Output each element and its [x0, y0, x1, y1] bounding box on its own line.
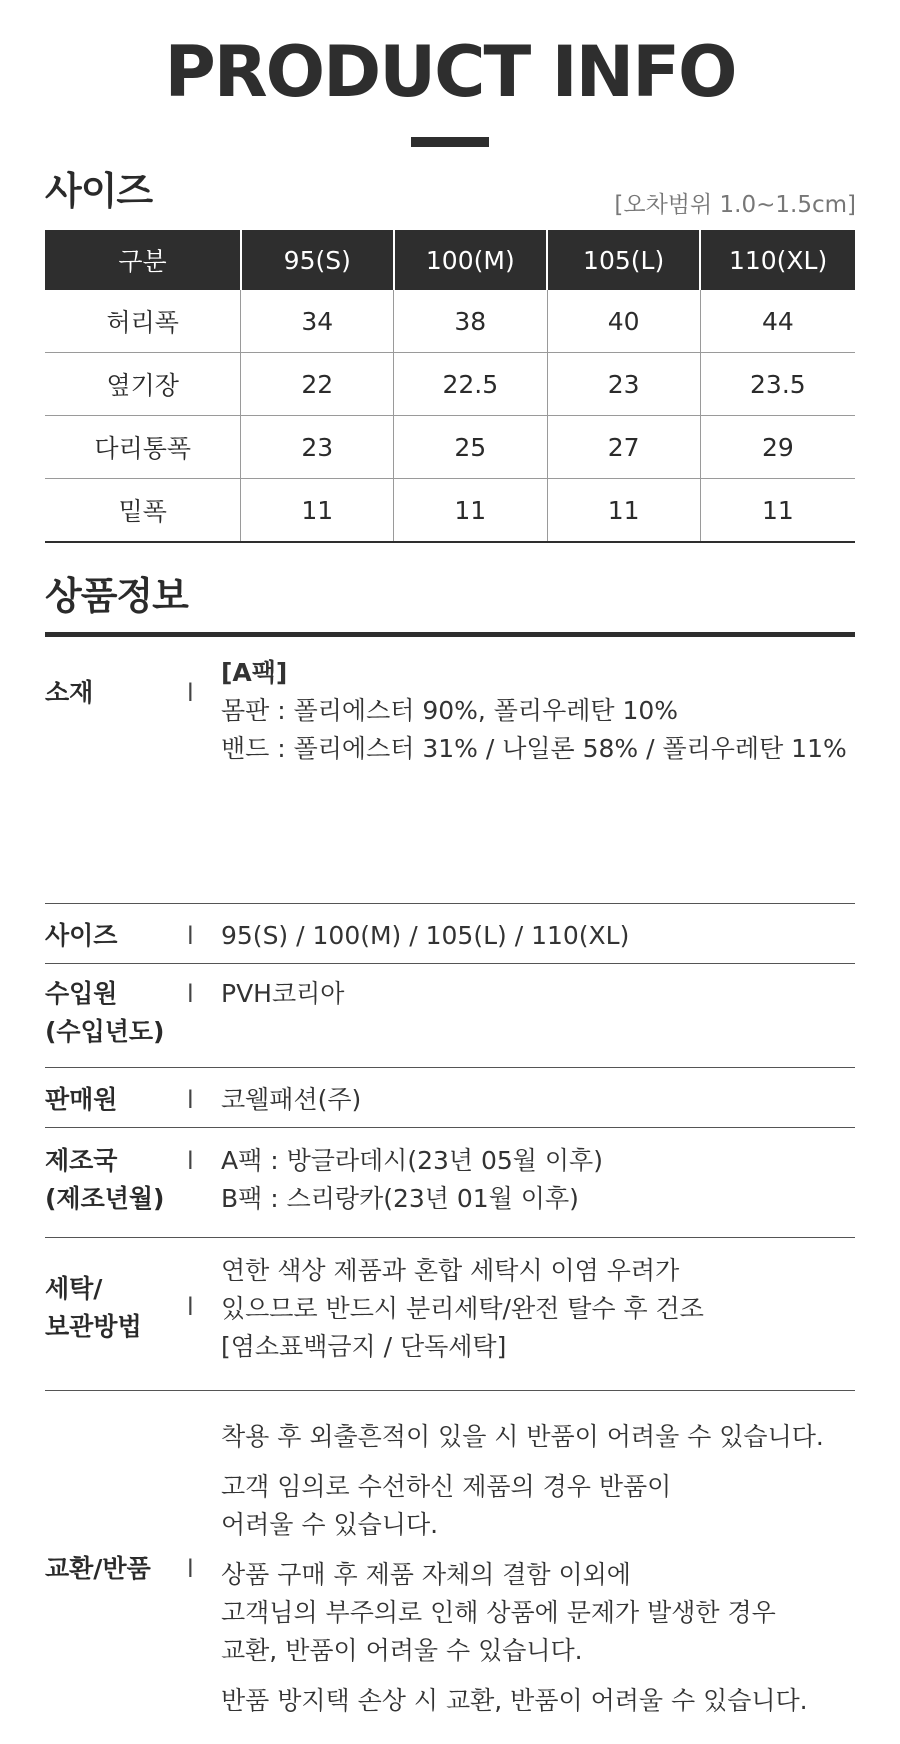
returns-line: 착용 후 외출흔적이 있을 시 반품이 어려울 수 있습니다.: [221, 1422, 824, 1451]
row-label: 옆기장: [45, 353, 241, 416]
row-label: 밑폭: [45, 479, 241, 543]
table-cell: 34: [241, 290, 394, 353]
origin-label: [45, 1142, 164, 1218]
importer-label-line: 수입원: [45, 979, 118, 1008]
origin-label-line: 제조국: [45, 1146, 118, 1175]
tolerance-note: [오차범위 1.0~1.5cm]: [614, 192, 856, 218]
divider: [45, 1067, 855, 1068]
care-line: 연한 색상 제품과 혼합 세탁시 이염 우려가: [221, 1256, 680, 1285]
separator: l: [187, 922, 194, 950]
separator: l: [187, 679, 194, 707]
table-cell: 40: [547, 290, 700, 353]
column-header: 95(S): [241, 230, 394, 290]
seller-value: 코웰패션(주): [221, 1085, 362, 1114]
row-label: 다리통폭: [45, 416, 241, 479]
care-line: 있으므로 반드시 분리세탁/완전 탈수 후 건조: [221, 1294, 704, 1323]
table-cell: 22: [241, 353, 394, 416]
page-title: PRODUCT INFO: [164, 31, 736, 113]
material-value: [221, 654, 855, 768]
sizes-label: 사이즈: [45, 921, 118, 950]
table-cell: 22.5: [394, 353, 547, 416]
column-header: 100(M): [394, 230, 547, 290]
importer-label: [45, 975, 164, 1051]
sizes-value: 95(S) / 100(M) / 105(L) / 110(XL): [221, 921, 630, 950]
title-underline: [411, 137, 489, 147]
size-table-header-row: [45, 230, 855, 290]
divider: [45, 1127, 855, 1128]
table-cell: 11: [547, 479, 700, 543]
care-value: [221, 1252, 855, 1366]
care-line: [염소표백금지 / 단독세탁]: [221, 1332, 507, 1361]
info-section-heading: 상품정보: [45, 574, 188, 618]
divider: [45, 963, 855, 964]
table-cell: 27: [547, 416, 700, 479]
material-line: 밴드 : 폴리에스터 31% / 나일론 58% / 폴리우레탄 11%: [221, 734, 847, 763]
returns-value: [221, 1418, 855, 1720]
size-section-heading: 사이즈: [45, 169, 153, 213]
material-line: 몸판 : 폴리에스터 90%, 폴리우레탄 10%: [221, 696, 679, 725]
divider: [45, 1237, 855, 1238]
table-cell: 23: [547, 353, 700, 416]
table-cell: 25: [394, 416, 547, 479]
row-label: 허리폭: [45, 290, 241, 353]
separator: l: [187, 1555, 194, 1583]
divider: [45, 1390, 855, 1391]
table-cell: 29: [700, 416, 855, 479]
table-row: [45, 290, 855, 353]
column-header: 110(XL): [700, 230, 855, 290]
returns-line: 반품 방지택 손상 시 교환, 반품이 어려울 수 있습니다.: [221, 1686, 808, 1715]
table-cell: 23.5: [700, 353, 855, 416]
table-cell: 38: [394, 290, 547, 353]
separator: l: [187, 980, 194, 1008]
material-pack: [A팩]: [221, 658, 288, 687]
material-label: 소재: [45, 678, 94, 707]
importer-label-line: (수입년도): [45, 1017, 165, 1046]
returns-label: 교환/반품: [45, 1554, 151, 1583]
returns-line: 교환, 반품이 어려울 수 있습니다.: [221, 1636, 583, 1665]
separator: l: [187, 1086, 194, 1114]
table-cell: 11: [700, 479, 855, 543]
origin-value: [221, 1142, 855, 1218]
table-cell: 44: [700, 290, 855, 353]
importer-value: PVH코리아: [221, 979, 345, 1008]
table-row: [45, 353, 855, 416]
origin-line: A팩 : 방글라데시(23년 05월 이후): [221, 1146, 603, 1175]
returns-line: 고객님의 부주의로 인해 상품에 문제가 발생한 경우: [221, 1598, 776, 1627]
care-label-line: 보관방법: [45, 1312, 142, 1341]
divider: [45, 903, 855, 904]
column-header: 105(L): [547, 230, 700, 290]
table-cell: 23: [241, 416, 394, 479]
info-section-rule: [45, 632, 855, 637]
care-label-line: 세탁/: [45, 1274, 103, 1303]
returns-line: 어려울 수 있습니다.: [221, 1510, 439, 1539]
returns-line: 상품 구매 후 제품 자체의 결함 이외에: [221, 1560, 631, 1589]
table-row: [45, 479, 855, 543]
origin-label-line: (제조년월): [45, 1184, 165, 1213]
returns-line: 고객 임의로 수선하신 제품의 경우 반품이: [221, 1472, 672, 1501]
separator: l: [187, 1293, 194, 1321]
column-header: 구분: [45, 230, 241, 290]
care-label: [45, 1270, 142, 1346]
size-table: [45, 230, 855, 543]
table-cell: 11: [394, 479, 547, 543]
separator: l: [187, 1147, 194, 1175]
table-row: [45, 416, 855, 479]
table-cell: 11: [241, 479, 394, 543]
origin-line: B팩 : 스리랑카(23년 01월 이후): [221, 1184, 579, 1213]
seller-label: 판매원: [45, 1085, 118, 1114]
